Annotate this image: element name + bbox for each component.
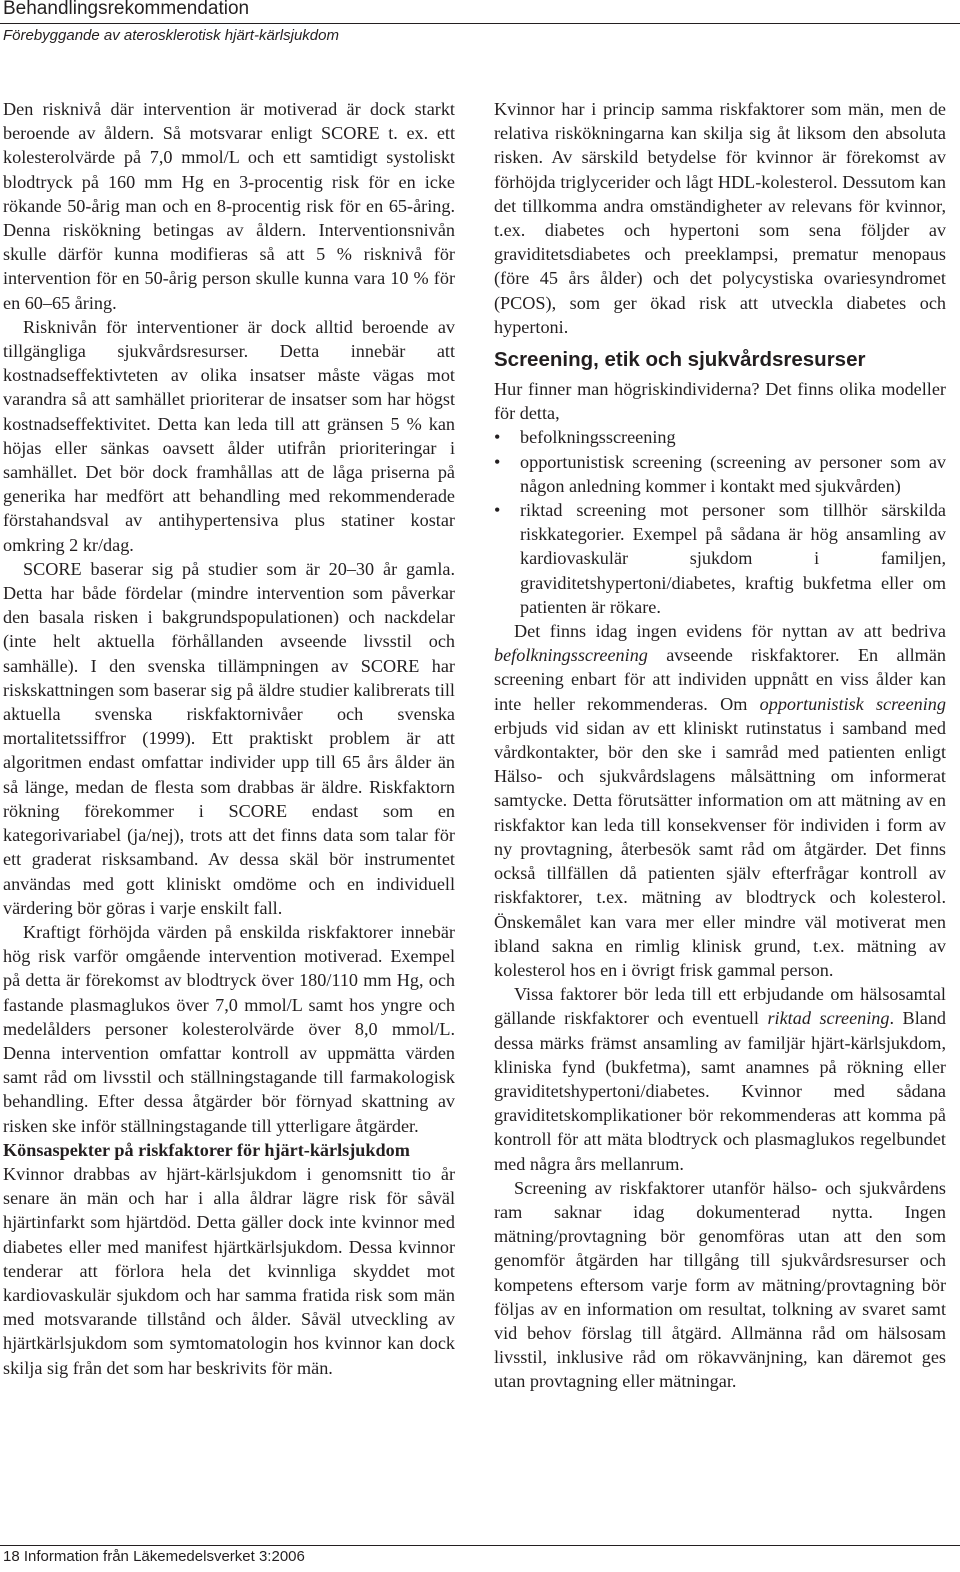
- header-subtitle: Förebyggande av aterosklerotisk hjärt-kärlsjukdom: [3, 27, 339, 44]
- section-heading-gender: Könsaspekter på riskfaktorer för hjärt-kärlsjukdom: [3, 1139, 410, 1160]
- right-paragraph-5: Screening av riskfaktorer utanför hälso- och sjukvårdens ram saknar idag dokumenterad nytta. Ingen mätning/provtagning bör genomföras utan att den som genomför åtgärden har tillgång till sjukvårdsresurser och kompetens eftersom varje form av mätning/provtagning bör följas av en information om resultat, tolkning av svaret samt vid behov förslag till åtgärd. Allmänna råd om hälsosam livsstil, inklusive råd om rökavvänjning, kan däremot ges utan provtagning eller mätningar.: [494, 1177, 946, 1392]
- left-paragraph-1: Den risknivå där intervention är motiverad är dock starkt beroende av åldern. Så motsvarar enligt SCORE t. ex. ett kolesterolvärde på 7,0 mmol/L och ett samtidigt systoliskt blodtryck på 160 mm Hg en 3-procentig risk för en icke rökande 50-årig man och en 8-procentig risk för en 65-åring. Denna riskökning betingas av åldern. Interventionsnivån skulle därför kunna modifieras så att 5 % risknivå för intervention för en 50-årig person skulle kunna vara 10 % för en 60–65 åring.: [3, 99, 455, 313]
- right-paragraph-4: [494, 982, 946, 1176]
- left-paragraph-2: Risknivån för interventioner är dock alltid beroende av tillgängliga sjukvårdsresurser. Detta innebär att kostnadseffektivteten av olika insatser måste vägas mot varandra så att samhället prioriterar de insatser som har högst kostnadseffektivitet. Detta kan leda till att gränsen 5 % kan höjas eller sänkas oavsett ålder utifrån prioriteringar i samhället. Det bör dock framhållas att de låga priserna på generika har medfört att behandling med rekommenderade förstahandsval av antihypertensiva plus statiner kostar omkring 2 kr/dag.: [3, 316, 455, 555]
- header-title: Behandlingsrekommendation: [3, 0, 250, 19]
- left-paragraph-5: Kvinnor drabbas av hjärt-kärlsjukdom i genomsnitt tio år senare än män och har i alla åldrar lägre risk för såväl hjärtinfarkt som hjärtdöd. Detta gäller dock inte kvinnor med diabetes eller med manifest hjärtkärlsjukdom. Dessa kvinnor tenderar att förlora hela det kvinnliga skyddet mot kardiovaskulär sjukdom och har samma fratida risk som män med motsvarande tillstånd och ålder. Såväl utveckling av hjärtkärlsjukdom som symtomatologin hos kvinnor kan dock skilja sig från det som har beskrivits för män.: [3, 1163, 455, 1378]
- emphasis-term: befolkningsscreening: [494, 645, 648, 666]
- text-run: erbjuds vid sidan av ett kliniskt rutinstatus i samband med vårdkontakter, bör den ske i samråd med patienten enligt Hälso- och sjukvårdslagens målsättning om informerat samtycke. Detta förutsätter information om att mätning av en riskfaktor kan leda till konsekvenser för individen i form av ny provtagning, återbesök samt råd om åtgärder. Det finns också tillfällen då patienten själv efterfrågar kontroll av riskfaktorer, t.ex. mätning av blodtryck och kolesterol. Önskemålet kan vara mer eller mindre väl motiverat men ibland sakna en rimlig klinisk grund, t.ex. mätning av kolesterol hos en i övrigt frisk gammal person.: [494, 717, 946, 980]
- footer-rule: [0, 1545, 960, 1546]
- right-column: [494, 97, 946, 1394]
- text-run: Det finns idag ingen evidens för nyttan av att bedriva: [514, 621, 946, 642]
- list-item-text: befolkningsscreening: [520, 427, 676, 448]
- emphasis-term: opportunistisk screening: [759, 693, 946, 714]
- footer-text: 18 Information från Läkemedelsverket 3:2006: [3, 1548, 305, 1565]
- left-column: [3, 97, 455, 1380]
- left-paragraph-4: Kraftigt förhöjda värden på enskilda riskfaktorer innebär hög risk varför omgående intervention motiverad. Exempel på detta är förekomst av blodtryck över 180/110 mm Hg, och fastande plasmaglukos över 7,0 mmol/L samt hos yngre och medelålders personer kolesterolvärde över 8,0 mmol/L. Denna intervention omfattar kontroll av uppmätta värden samt råd om livsstil och ställningstagande till farmakologisk behandling. Efter dessa åtgärder bör förnyad skattning av risken ske inför ställningstagande till ytterligare åtgärder.: [3, 921, 455, 1136]
- right-paragraph-2: Hur finner man högriskindividerna? Det finns olika modeller för detta,: [494, 379, 946, 424]
- section-heading-screening: Screening, etik och sjukvårdsresurser: [494, 348, 866, 372]
- list-item-text: opportunistisk screening (screening av personer som av någon anledning kommer i kontakt med sjukvården): [520, 451, 946, 496]
- right-paragraph-1: Kvinnor har i princip samma riskfaktorer som män, men de relativa riskökningarna kan skilja sig åt liksom den absoluta risken. Av särskild betydelse för kvinnor är förekomst av förhöjda triglycerider och lågt HDL-kolesterol. Dessutom kan det tillkomma andra omständigheter av relevans för kvinnor, t.ex. diabetes och hypertoni som sena följder av graviditetsdiabetes och preeklampsi, prematur menopaus (före 45 års ålder) och det polycystiska ovariesyndromet (PCOS), som ger ökad risk att utveckla diabetes och hypertoni.: [494, 99, 946, 337]
- bullet-icon: •: [494, 427, 501, 448]
- screening-models-list: [494, 425, 946, 619]
- bullet-icon: •: [494, 451, 501, 472]
- list-item-text: riktad screening mot personer som tillhör särskilda riskkategorier. Exempel på sådana är hög ansamling av kardiovaskulär sjukdom i familjen, graviditetshypertoni/diabetes, kraftig bukfetma eller om patienten är rökare.: [520, 500, 946, 617]
- header-rule: [0, 23, 960, 24]
- bullet-icon: •: [494, 500, 501, 521]
- list-item: [494, 425, 946, 449]
- text-run: . Bland dessa märks främst ansamling av familjär hjärt-kärlsjukdom, kliniska fynd (bukfetma), samt anamnes på rökning eller graviditetshypertoni/diabetes. Kvinnor med sådana graviditetskomplikationer bör rekommenderas att komma på kontroll för att mäta blodtryck och plasmaglukos regelbundet med några års mellanrum.: [494, 1008, 947, 1174]
- emphasis-term: riktad screening: [767, 1008, 890, 1029]
- text-run: avseende riskfaktorer. En allmän screening enbart för att individen uppnått en viss ålder kan inte heller rekommenderas. Om: [494, 645, 946, 714]
- list-item: [494, 498, 946, 619]
- left-paragraph-3: SCORE baserar sig på studier som är 20–30 år gamla. Detta har både fördelar (mindre intervention som påverkar den basala risken i bakgrundspopulationen) och nackdelar (inte helt aktuella förhållanden avseende livsstil och samhälle). I den svenska tillämpningen av SCORE har riskskattningen som baserar sig på äldre studier kalibrerats till aktuella svenska riskfaktornivåer och svenska mortalitetssiffror (1999). Ett praktiskt problem är att algoritmen endast omfattar individer upp till 65 års ålder än så länge, medan de flesta som drabbas är äldre. Riskfaktorn rökning förekommer i SCORE endast som en kategorivariabel (ja/nej), trots att det finns data som talar för ett graderat risksamband. Av dessa skäl bör instrumentet användas med gott kliniskt omdöme och en individuell värdering bör göras i varje enskilt fall.: [3, 558, 455, 918]
- list-item: [494, 450, 946, 498]
- right-paragraph-3: [494, 619, 946, 982]
- text-run: Vissa faktorer bör leda till ett erbjudande om hälsosamtal gällande riskfaktorer och eventuell: [494, 984, 946, 1029]
